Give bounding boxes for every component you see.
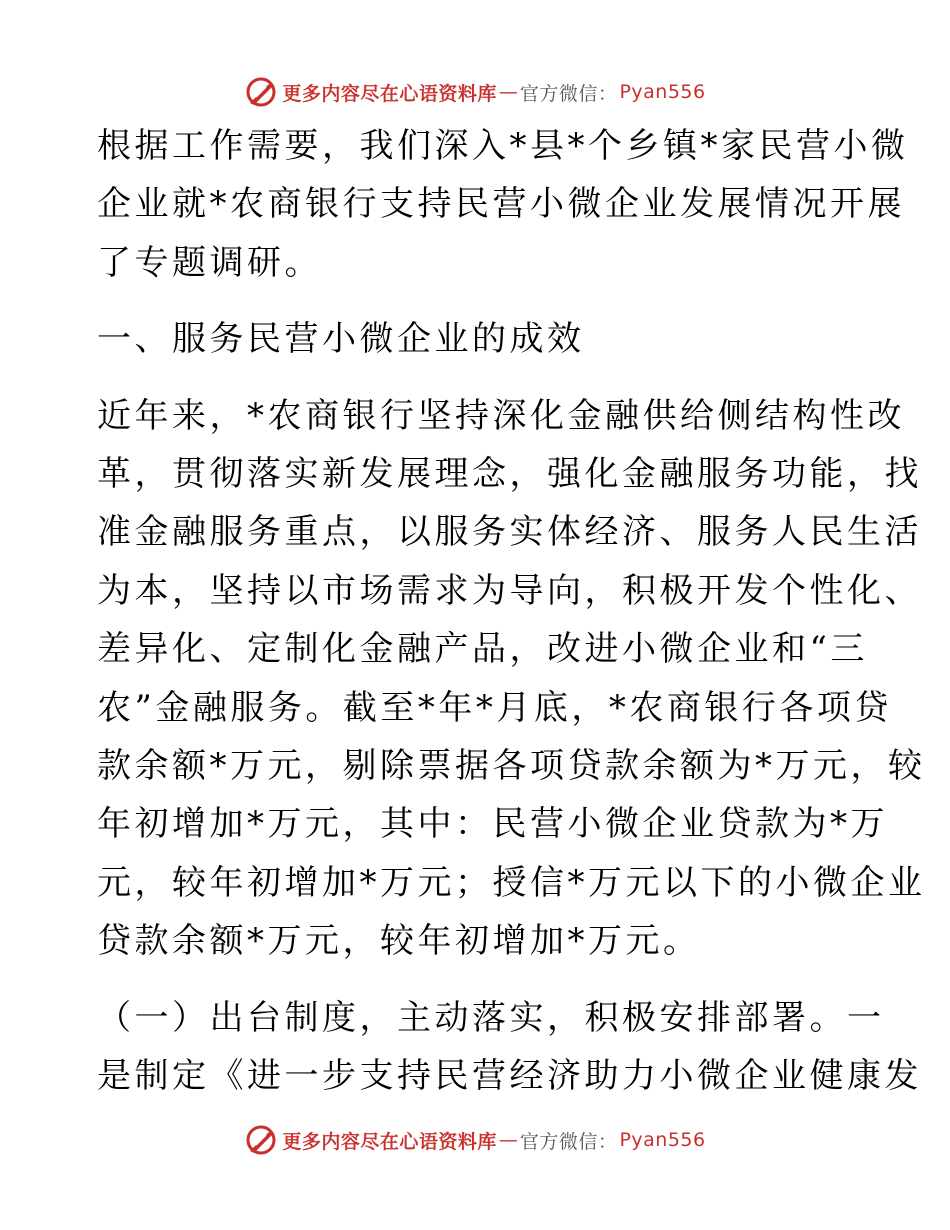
banner-wechat-id: Pyan556 bbox=[619, 81, 706, 103]
text-line: 差异化、定制化金融产品，改进小微企业和“三 bbox=[97, 629, 868, 670]
banner-wechat-id: Pyan556 bbox=[619, 1129, 706, 1151]
text-line: 企业就*农商银行支持民营小微企业发展情况开展 bbox=[97, 184, 905, 225]
text-line: 贷款余额*万元，较年初增加*万元。 bbox=[97, 921, 701, 962]
text-line: 准金融服务重点，以服务实体经济、服务人民生活 bbox=[97, 512, 922, 553]
banner-wechat-label: 官方微信： bbox=[519, 82, 618, 105]
quill-pen-circle-icon bbox=[244, 1123, 278, 1157]
text-line: 农”金融服务。截至*年*月底，*农商银行各项贷 bbox=[97, 687, 892, 728]
quill-pen-circle-icon bbox=[244, 75, 278, 109]
banner-dash: — bbox=[498, 1129, 518, 1151]
paragraph-intro bbox=[97, 117, 909, 292]
text-line: 年初增加*万元，其中：民营小微企业贷款为*万 bbox=[97, 804, 888, 845]
text-line: 了专题调研。 bbox=[97, 242, 322, 283]
text-line: （一）出台制度，主动落实，积极安排部署。一 bbox=[97, 997, 885, 1038]
section-heading bbox=[97, 310, 857, 368]
text-line: 元，较年初增加*万元；授信*万元以下的小微企业 bbox=[97, 862, 926, 903]
text-line: 一、服务民营小微企业的成效 bbox=[97, 319, 585, 360]
banner-main-text: 更多内容尽在心语资料库 bbox=[282, 1130, 497, 1153]
text-line: 为本，坚持以市场需求为导向，积极开发个性化、 bbox=[97, 570, 922, 611]
text-line: 革，贯彻落实新发展理念，强化金融服务功能，找 bbox=[97, 454, 922, 495]
document-body bbox=[97, 117, 926, 1106]
paragraph-subsection-one bbox=[97, 989, 922, 1106]
header-watermark-banner bbox=[0, 72, 950, 112]
text-line: 款余额*万元，剔除票据各项贷款余额为*万元，较 bbox=[97, 746, 926, 787]
banner-main-text: 更多内容尽在心语资料库 bbox=[282, 82, 497, 105]
text-line: 近年来，*农商银行坚持深化金融供给侧结构性改 bbox=[97, 395, 905, 436]
banner-wechat-label: 官方微信： bbox=[519, 1130, 618, 1153]
text-line: 根据工作需要，我们深入*县*个乡镇*家民营小微 bbox=[97, 126, 909, 166]
text-line: 是制定《进一步支持民营经济助力小微企业健康发 bbox=[97, 1056, 922, 1097]
paragraph-achievements bbox=[97, 387, 926, 971]
banner-dash: — bbox=[498, 81, 518, 103]
footer-watermark-banner bbox=[0, 1120, 950, 1160]
